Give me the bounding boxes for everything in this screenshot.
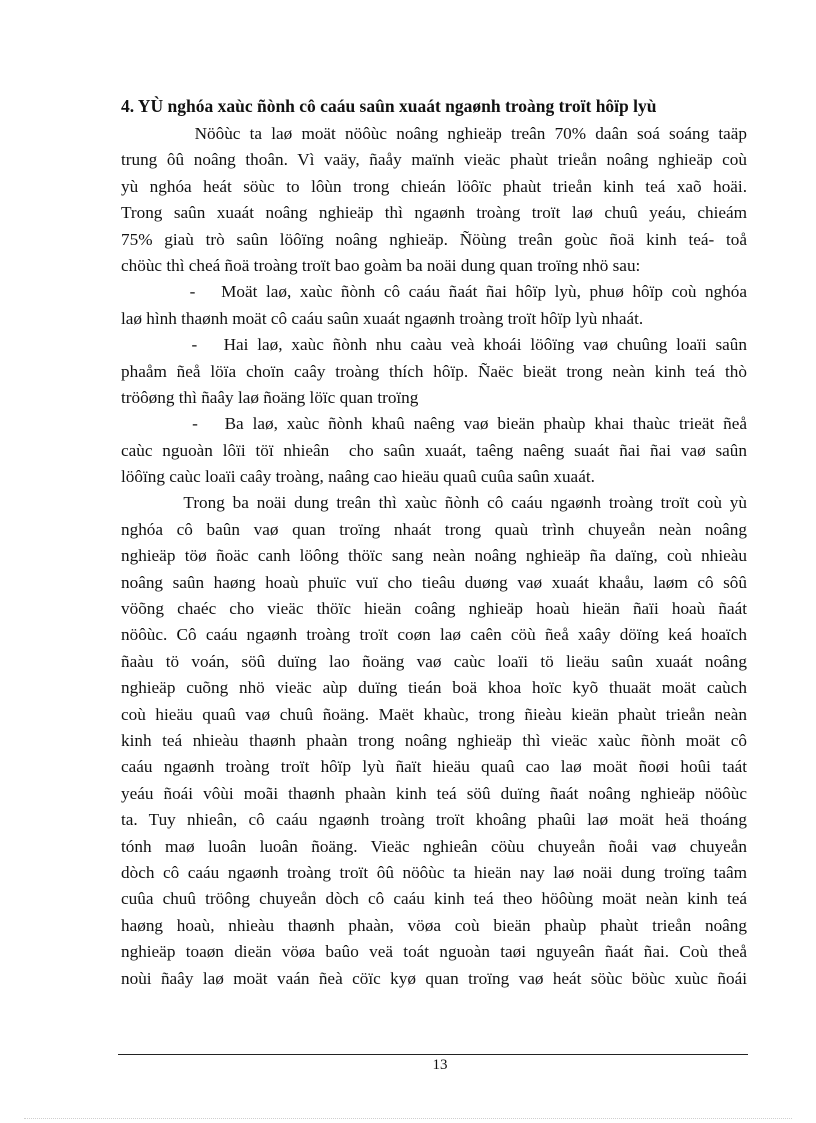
footer-rule [118,1054,748,1055]
text-line: - Ba laø, xaùc ñònh khaû naêng vaø bieän phaùp khai thaùc trieät ñeå [121,414,747,434]
section-heading: 4. YÙ nghóa xaùc ñònh cô caáu saûn xuaát ngaønh troàng troït hôïp lyù [121,96,657,116]
text-line: nghieäp töø ñoäc canh löông thöïc sang neàn noâng nghieäp ña daïng, coù nhieàu [121,546,747,566]
text-line: caùc nguoàn lôïi töï nhieân cho saûn xuaát, taêng naêng suaát ñai ñai vaø saûn [121,440,747,460]
text-line: kinh teá nhieàu thaønh phaàn trong noâng nghieäp thì vieäc xaùc ñònh moät cô [121,730,747,750]
text-line: löôïng caùc loaïi caây troàng, naâng cao hieäu quaû cuûa saûn xuaát. [121,467,595,487]
text-line: - Moät laø, xaùc ñònh cô caáu ñaát ñai hôïp lyù, phuø hôïp coù nghóa [121,282,747,302]
text-line: coù hieäu quaû vaø chuû ñoäng. Maët khaùc, trong ñieàu kieän phaùt trieån neàn [121,704,747,724]
text-line: Nöôùc ta laø moät nöôùc noâng nghieäp treân 70% daân soá soáng taäp [121,124,747,143]
text-line: noâng saûn haøng hoaù phuïc vuï cho tieâu duøng vaø xuaát khaåu, laøm cô sôû [121,572,747,592]
text-line: laø hình thaønh moät cô caáu saûn xuaát ngaønh troàng troït hôïp lyù nhaát. [121,308,644,328]
text-line: noùi ñaây laø moät vaán ñeà cöïc kyø quan troïng vaø heát söùc böùc xuùc ñoái [121,968,747,988]
text-line: tröôøng thì ñaây laø ñoäng löïc quan troïng [121,387,419,407]
text-line: ta. Tuy nhieân, cô caáu ngaønh troàng troït khoâng phaûi laø moät heä thoáng [121,810,747,830]
text-line: yeáu ñoái vôùi moãi thaønh phaàn kinh teá söû duïng ñaát noâng nghieäp nöôùc [121,783,747,803]
text-line: vöõng chaéc cho vieäc thöïc hieän coâng nghieäp hoaù hieän ñaïi hoaù ñaát [121,599,747,619]
text-line: yù nghóa heát söùc to lôùn trong chieán löôïc phaùt trieån kinh teá xaõ hoäi. [121,176,747,196]
text-line: dòch cô caáu ngaønh troàng troït ôû nöôùc ta hieän nay laø noäi dung troïng taâm [121,862,747,882]
text-line: phaåm ñeå löïa choïn caây troàng thích hôïp. Ñaëc bieät trong neàn kinh teá thò [121,361,747,381]
text-line: - Hai laø, xaùc ñònh nhu caàu veà khoái löôïng vaø chuûng loaïi saûn [121,335,747,355]
page-number: 13 [432,1057,448,1073]
text-line: chöùc thì cheá ñoä troàng troït bao goàm ba noäi dung quan troïng nhö sau: [121,255,641,275]
text-line: cuûa chuû tröông chuyeån dòch cô caáu kinh teá theo höôùng moät neàn kinh teá [121,889,747,909]
text-line: Trong saûn xuaát noâng nghieäp thì ngaønh troàng troït laø chuû yeáu, chieám [121,203,747,223]
body-text [121,121,747,992]
text-line: nghieäp toaøn dieän vöøa baûo veä toát nguoàn taøi nguyeân ñaát ñai. Coù theå [121,942,747,962]
text-line: Trong ba noäi dung treân thì xaùc ñònh cô caáu ngaønh troàng troït coù yù [121,493,747,513]
page-edge-divider [24,1118,792,1119]
text-line: haøng hoaù, nhieàu thaønh phaàn, vöøa coù bieän phaùp phaùt trieån noâng [121,915,747,935]
text-line: tónh maø luoân luoân ñoäng. Vieäc nghieân cöùu chuyeån ñoåi vaø chuyeån [121,836,747,856]
text-line: ñaàu tö voán, söû duïng lao ñoäng vaø caùc loaïi tö lieäu saûn xuaát noâng [121,651,747,671]
text-line: caáu ngaønh troàng troït hôïp lyù ñaït hieäu quaû cao laø moät ñoøi hoûi taát [121,757,747,777]
text-line: nghóa cô baûn vaø quan troïng nhaát trong quaù trình chuyeån neàn noâng [121,519,747,539]
text-line: nghieäp cuõng nhö vieäc aùp duïng tieán boä khoa hoïc kyõ thuaät moät caùch [121,678,747,698]
text-line: 75% giaù trò saûn löôïng noâng nghieäp. Ñöùng treân goùc ñoä kinh teá- toå [121,229,747,249]
text-line: nöôùc. Cô caáu ngaønh troàng troït coøn laø caên cöù ñeå xaây döïng keá hoaïch [121,625,747,645]
text-line: trung ôû noâng thoân. Vì vaäy, ñaåy maïnh vieäc phaùt trieån noâng nghieäp coù [121,150,747,170]
